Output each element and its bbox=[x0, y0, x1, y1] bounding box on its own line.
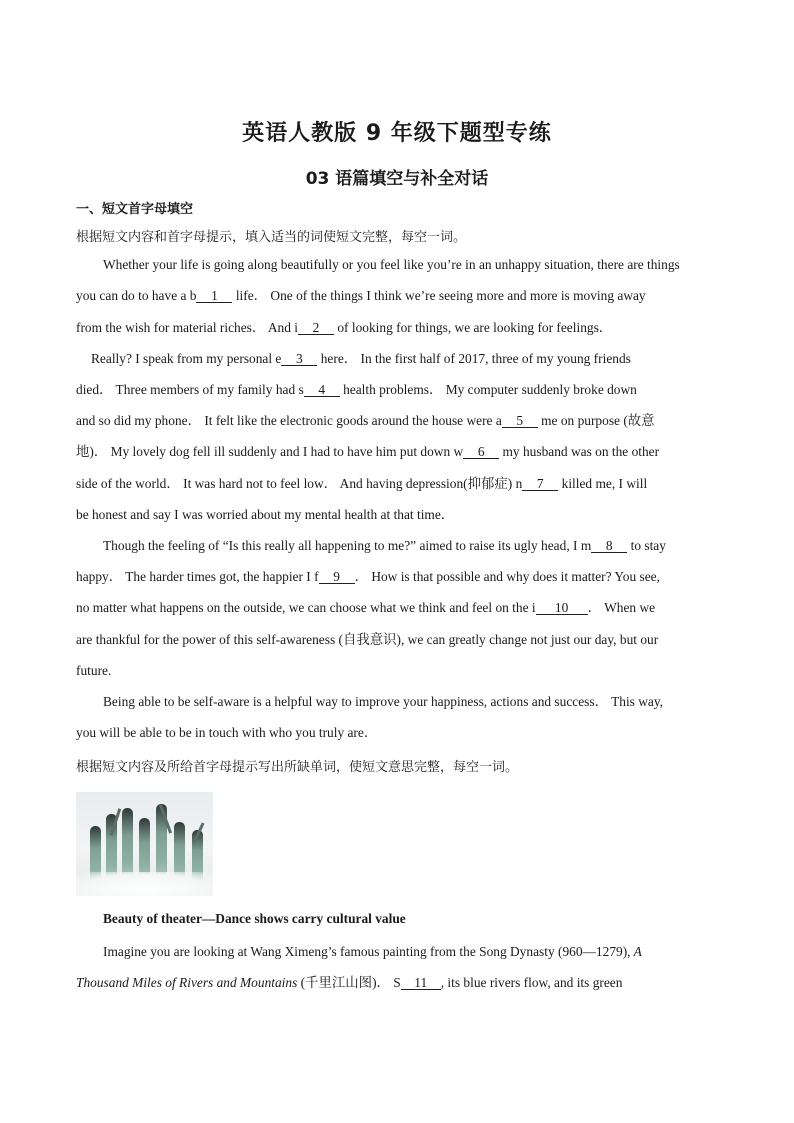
blank-9[interactable]: 9 bbox=[319, 570, 355, 584]
passage-line: and so did my phone． It felt like the electronic goods around the house were a 5 me on purpose (故意 bbox=[76, 413, 655, 428]
passage-line: Being able to be self-aware is a helpful way to improve your happiness, actions and success． This way, bbox=[103, 694, 664, 709]
passage-line: side of the world． It was hard not to feel low． And having depression(抑郁症) n 7 killed me, I will bbox=[76, 476, 648, 491]
passage-line: you can do to have a b 1 life． One of the things I think we’re seeing more and more is moving away bbox=[76, 288, 646, 303]
passage2-line: Thousand Miles of Rivers and Mountains (千里江山图)． S 11 , its blue rivers flow, and its green bbox=[76, 975, 623, 990]
article-title: Beauty of theater—Dance shows carry cultural value bbox=[103, 911, 406, 926]
passage2-line: Imagine you are looking at Wang Ximeng’s famous painting from the Song Dynasty (960—1279), A bbox=[103, 944, 642, 959]
passage-line: 地)． My lovely dog fell ill suddenly and I had to have him put down w 6 my husband was on the other bbox=[76, 444, 660, 459]
passage-line: happy． The harder times got, the happier I f 9 ． How is that possible and why does it matter? You see, bbox=[76, 569, 660, 584]
section-heading: 一、短文首字母填空 bbox=[76, 202, 194, 217]
blank-7[interactable]: 7 bbox=[522, 477, 558, 491]
blank-10[interactable]: 10 bbox=[536, 601, 588, 615]
passage-line: Though the feeling of “Is this really all happening to me?” aimed to raise its ugly head, I m 8 to stay bbox=[103, 538, 666, 553]
passage-line: died． Three members of my family had s 4 health problems． My computer suddenly broke down bbox=[76, 382, 637, 397]
section2-instruction: 根据短文内容及所给首字母提示写出所缺单词，使短文意思完整，每空一词。 bbox=[76, 760, 519, 775]
blank-8[interactable]: 8 bbox=[591, 539, 627, 553]
passage-line: Whether your life is going along beautifully or you feel like you’re in an unhappy situation, there are things bbox=[103, 257, 680, 272]
passage-line: no matter what happens on the outside, we can choose what we think and feel on the i 10 ． When we bbox=[76, 600, 656, 615]
blank-2[interactable]: 2 bbox=[298, 321, 334, 335]
section-instruction: 根据短文内容和首字母提示，填入适当的词使短文完整，每空一词。 bbox=[76, 230, 467, 245]
passage-line: from the wish for material riches． And i 2 of looking for things, we are looking for feelings． bbox=[76, 320, 613, 335]
passage-line: be honest and say I was worried about my mental health at that time． bbox=[76, 507, 455, 522]
page-title: 英语人教版 9 年级下题型专练 bbox=[242, 121, 552, 146]
blank-11[interactable]: 11 bbox=[401, 976, 441, 990]
dance-photo bbox=[76, 792, 213, 896]
passage-line: you will be able to be in touch with who you truly are． bbox=[76, 725, 378, 740]
blank-4[interactable]: 4 bbox=[304, 383, 340, 397]
passage-line: future. bbox=[76, 663, 112, 678]
passage-line: are thankful for the power of this self-awareness (自我意识), we can greatly change not just our day, but our bbox=[76, 632, 659, 647]
page-subtitle: 03 语篇填空与补全对话 bbox=[305, 169, 489, 189]
blank-5[interactable]: 5 bbox=[502, 414, 538, 428]
blank-6[interactable]: 6 bbox=[463, 445, 499, 459]
blank-3[interactable]: 3 bbox=[281, 352, 317, 366]
passage-line: Really? I speak from my personal e 3 here． In the first half of 2017, three of my young friends bbox=[91, 351, 631, 366]
blank-1[interactable]: 1 bbox=[196, 289, 232, 303]
